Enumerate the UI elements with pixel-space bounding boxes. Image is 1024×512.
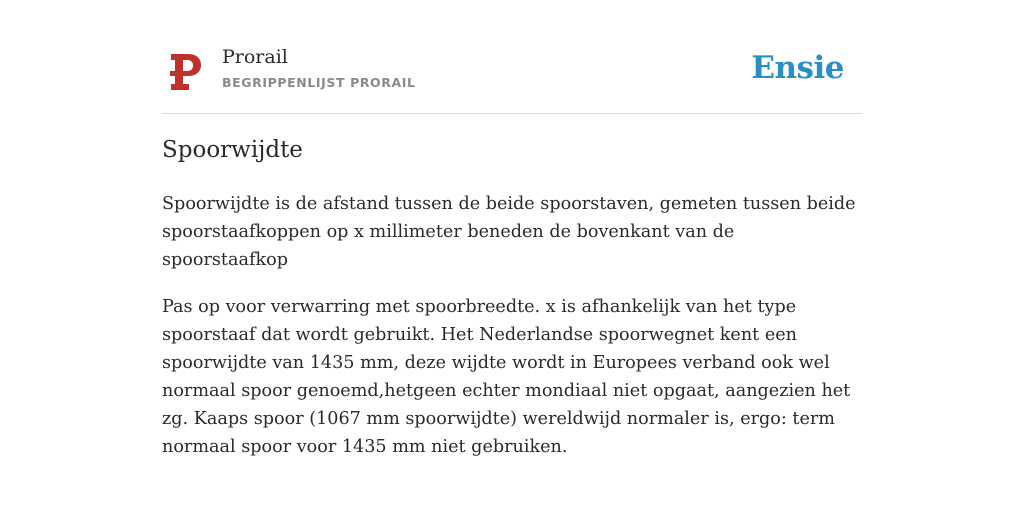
- prorail-logo-icon[interactable]: [168, 52, 204, 92]
- source-title[interactable]: Prorail: [222, 46, 288, 68]
- page: [162, 0, 862, 512]
- ensie-brand-link[interactable]: Ensie: [751, 50, 844, 86]
- source-subtitle[interactable]: BEGRIPPENLIJST PRORAIL: [222, 75, 416, 90]
- term-title: Spoorwijdte: [162, 137, 303, 163]
- definition-content: [162, 190, 862, 480]
- header: [162, 40, 862, 114]
- definition-paragraph: Spoorwijdte is de afstand tussen de beide spoorstaven, gemeten tussen beide spoorstaafkoppen op x millimeter beneden de bovenkant van de spoorstaafkop: [162, 194, 856, 270]
- definition-paragraph: Pas op voor verwarring met spoorbreedte. x is afhankelijk van het type spoorstaaf dat wordt gebruikt. Het Nederlandse spoorwegnet kent een spoorwijdte van 1435 mm, deze wijdte wordt in Europees verband ook wel normaal spoor genoemd,hetgeen echter mondiaal niet opgaat, aangezien het zg. Kaaps spoor (1067 mm spoorwijdte) wereldwijd normaler is, ergo: term normaal spoor voor 1435 mm niet gebruiken.: [162, 297, 851, 457]
